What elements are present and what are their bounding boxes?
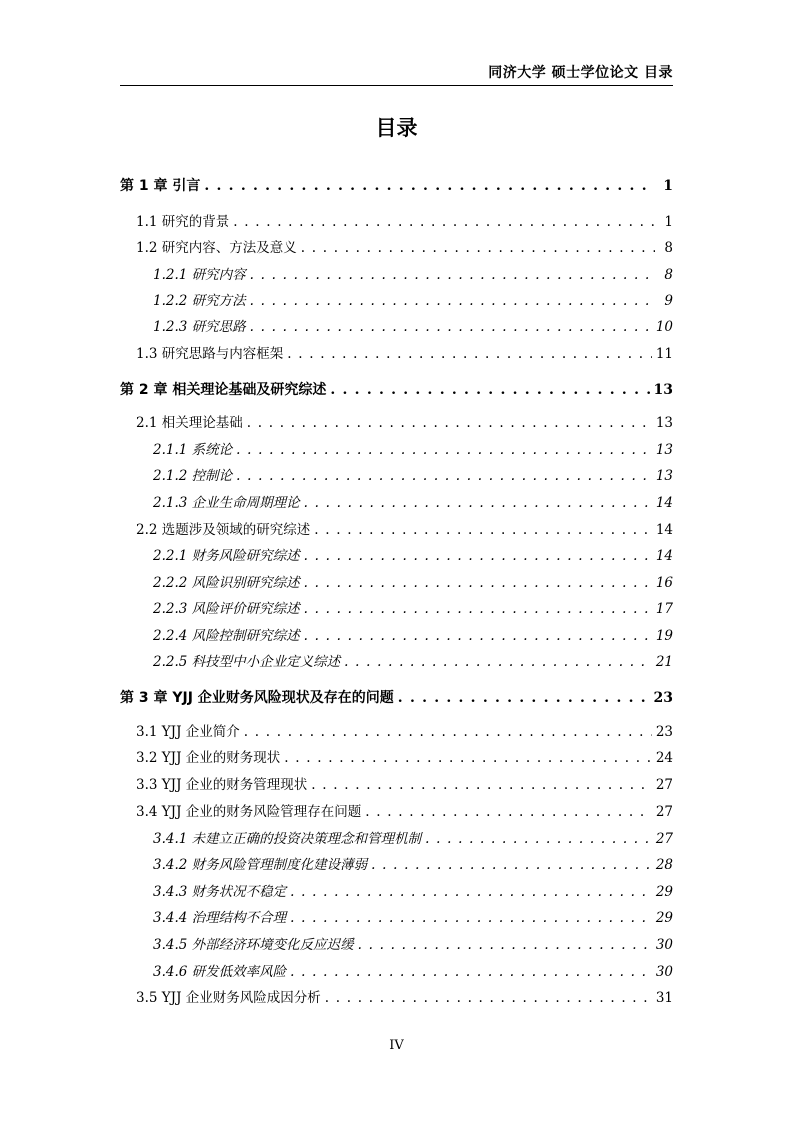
toc-entry-page: 27 <box>655 804 673 820</box>
toc-leader-dots <box>301 238 655 258</box>
toc-entry-page: 9 <box>664 293 673 309</box>
toc-entry[interactable] <box>120 688 673 708</box>
toc-entry-page: 8 <box>664 240 673 256</box>
toc-entry[interactable] <box>136 988 673 1008</box>
toc-entry-label: 3.5 YJJ 企业财务风险成因分析 <box>136 990 321 1006</box>
toc-entry-label: 3.4.2 财务风险管理制度化建设薄弱 <box>153 857 368 873</box>
toc-leader-dots <box>325 988 652 1008</box>
toc-leader-dots <box>233 212 655 232</box>
toc-leader-dots <box>365 802 652 822</box>
toc-leader-dots <box>250 317 652 337</box>
toc-leader-dots <box>204 176 655 196</box>
toc-entry-label: 1.2.2 研究方法 <box>153 293 246 309</box>
toc-leader-dots <box>250 265 655 285</box>
toc-entry-label: 3.4.6 研发低效率风险 <box>153 964 287 980</box>
toc-leader-dots <box>290 882 652 902</box>
page-title: 目录 <box>375 116 418 140</box>
toc-entry-label: 1.2.3 研究思路 <box>153 319 246 335</box>
toc-entry-label: 第 3 章 YJJ 企业财务风险现状及存在的问题 <box>120 690 394 706</box>
toc-entry[interactable] <box>136 775 673 795</box>
toc-leader-dots <box>311 775 652 795</box>
toc-entry-label: 3.4.1 未建立正确的投资决策理念和管理机制 <box>153 831 422 847</box>
toc-leader-dots <box>304 599 652 619</box>
toc-entry-label: 1.3 研究思路与内容框架 <box>136 346 284 362</box>
toc-entry[interactable] <box>153 440 673 460</box>
toc-entry[interactable] <box>153 935 673 955</box>
toc-entry[interactable] <box>136 520 673 540</box>
toc-leader-dots <box>244 722 652 742</box>
toc-leader-dots <box>236 440 652 460</box>
toc-entry-label: 2.2 选题涉及领域的研究综述 <box>136 522 311 538</box>
toc-leader-dots <box>250 291 655 311</box>
toc-entry[interactable] <box>136 802 673 822</box>
toc-entry[interactable] <box>136 722 673 742</box>
toc-entry-page: 21 <box>655 654 673 670</box>
toc-entry-label: 2.2.4 风险控制研究综述 <box>153 628 300 644</box>
toc-entry-page: 1 <box>663 178 673 194</box>
toc-entry-label: 2.2.1 财务风险研究综述 <box>153 548 300 564</box>
toc-entry-label: 3.2 YJJ 企业的财务现状 <box>136 750 281 766</box>
toc-entry[interactable] <box>153 882 673 902</box>
toc-entry[interactable] <box>153 829 673 849</box>
toc-leader-dots <box>344 652 652 672</box>
toc-entry-label: 3.4.3 财务状况不稳定 <box>153 884 287 900</box>
toc-entry-label: 1.2.1 研究内容 <box>153 267 246 283</box>
toc-entry[interactable] <box>153 466 673 486</box>
toc-entry-label: 2.2.2 风险识别研究综述 <box>153 575 300 591</box>
toc-entry-label: 1.2 研究内容、方法及意义 <box>136 240 297 256</box>
toc-entry-label: 2.1.3 企业生命周期理论 <box>153 495 300 511</box>
toc-entry-page: 10 <box>655 319 673 335</box>
toc-entry-page: 17 <box>655 601 673 617</box>
toc-leader-dots <box>304 493 652 513</box>
toc-entry[interactable] <box>153 855 673 875</box>
toc-leader-dots <box>371 855 652 875</box>
toc-entry-page: 23 <box>655 724 673 740</box>
toc-leader-dots <box>236 466 652 486</box>
toc-leader-dots <box>284 748 652 768</box>
page-number: IV <box>389 1038 404 1053</box>
toc-entry-label: 3.4 YJJ 企业的财务风险管理存在问题 <box>136 804 362 820</box>
toc-entry-page: 29 <box>655 910 673 926</box>
toc-leader-dots <box>290 962 652 982</box>
toc-entry-page: 1 <box>664 214 673 230</box>
toc-entry[interactable] <box>153 493 673 513</box>
toc-entry[interactable] <box>153 652 673 672</box>
toc-entry-page: 23 <box>653 690 673 706</box>
toc-entry-label: 3.1 YJJ 企业简介 <box>136 724 240 740</box>
toc-entry-page: 14 <box>655 548 673 564</box>
toc-entry-page: 16 <box>655 575 673 591</box>
toc-entry[interactable] <box>136 748 673 768</box>
toc-leader-dots <box>304 546 652 566</box>
toc-leader-dots <box>304 573 652 593</box>
toc-entry-label: 2.2.5 科技型中小企业定义综述 <box>153 654 341 670</box>
toc-entry-label: 3.3 YJJ 企业的财务管理现状 <box>136 777 308 793</box>
toc-leader-dots <box>330 380 649 400</box>
toc-entry[interactable] <box>153 546 673 566</box>
toc-entry-label: 3.4.5 外部经济环境变化反应迟缓 <box>153 937 354 953</box>
toc-entry-label: 2.1 相关理论基础 <box>136 415 243 431</box>
toc-entry-page: 29 <box>655 884 673 900</box>
toc-entry-page: 14 <box>655 495 673 511</box>
header-rule <box>120 85 673 86</box>
toc-entry-page: 30 <box>655 937 673 953</box>
toc-entry[interactable] <box>136 212 673 232</box>
toc-leader-dots <box>398 688 650 708</box>
toc-entry-label: 1.1 研究的背景 <box>136 214 230 230</box>
toc-entry[interactable] <box>153 291 673 311</box>
toc-entry[interactable] <box>153 962 673 982</box>
toc-entry[interactable] <box>153 599 673 619</box>
toc-leader-dots <box>287 344 652 364</box>
toc-entry-page: 13 <box>655 442 673 458</box>
toc-entry-page: 27 <box>655 777 673 793</box>
toc-entry[interactable] <box>153 573 673 593</box>
toc-entry[interactable] <box>136 238 673 258</box>
toc-entry-label: 第 2 章 相关理论基础及研究综述 <box>120 382 327 398</box>
toc-entry-label: 2.2.3 风险评价研究综述 <box>153 601 300 617</box>
toc-leader-dots <box>358 935 652 955</box>
toc-entry-label: 2.1.2 控制论 <box>153 468 233 484</box>
toc-entry[interactable] <box>153 317 673 337</box>
toc-leader-dots <box>304 626 652 646</box>
toc-entry-page: 13 <box>655 468 673 484</box>
toc-entry[interactable] <box>136 344 673 364</box>
toc-entry[interactable] <box>136 413 673 433</box>
toc-entry-page: 14 <box>655 522 673 538</box>
toc-entry[interactable] <box>153 626 673 646</box>
toc-entry-page: 13 <box>655 415 673 431</box>
toc-leader-dots <box>247 413 652 433</box>
toc-leader-dots <box>425 829 652 849</box>
toc-entry-page: 8 <box>664 267 673 283</box>
toc-entry-label: 2.1.1 系统论 <box>153 442 233 458</box>
toc-entry[interactable] <box>120 380 673 400</box>
toc-entry[interactable] <box>153 265 673 285</box>
toc-entry-page: 31 <box>655 990 673 1006</box>
toc-entry-label: 3.4.4 治理结构不合理 <box>153 910 287 926</box>
toc-entry-page: 24 <box>655 750 673 766</box>
toc-entry-page: 19 <box>655 628 673 644</box>
toc-entry[interactable] <box>153 908 673 928</box>
toc-entry-page: 27 <box>655 831 673 847</box>
toc-leader-dots <box>290 908 652 928</box>
toc-entry-label: 第 1 章 引言 <box>120 178 201 194</box>
toc-entry-page: 11 <box>655 346 673 362</box>
toc-entry[interactable] <box>120 176 673 196</box>
toc-entry-page: 13 <box>653 382 673 398</box>
toc-leader-dots <box>314 520 652 540</box>
toc-entry-page: 30 <box>655 964 673 980</box>
running-header: 同济大学 硕士学位论文 目录 <box>488 65 673 81</box>
toc-entry-page: 28 <box>655 857 673 873</box>
